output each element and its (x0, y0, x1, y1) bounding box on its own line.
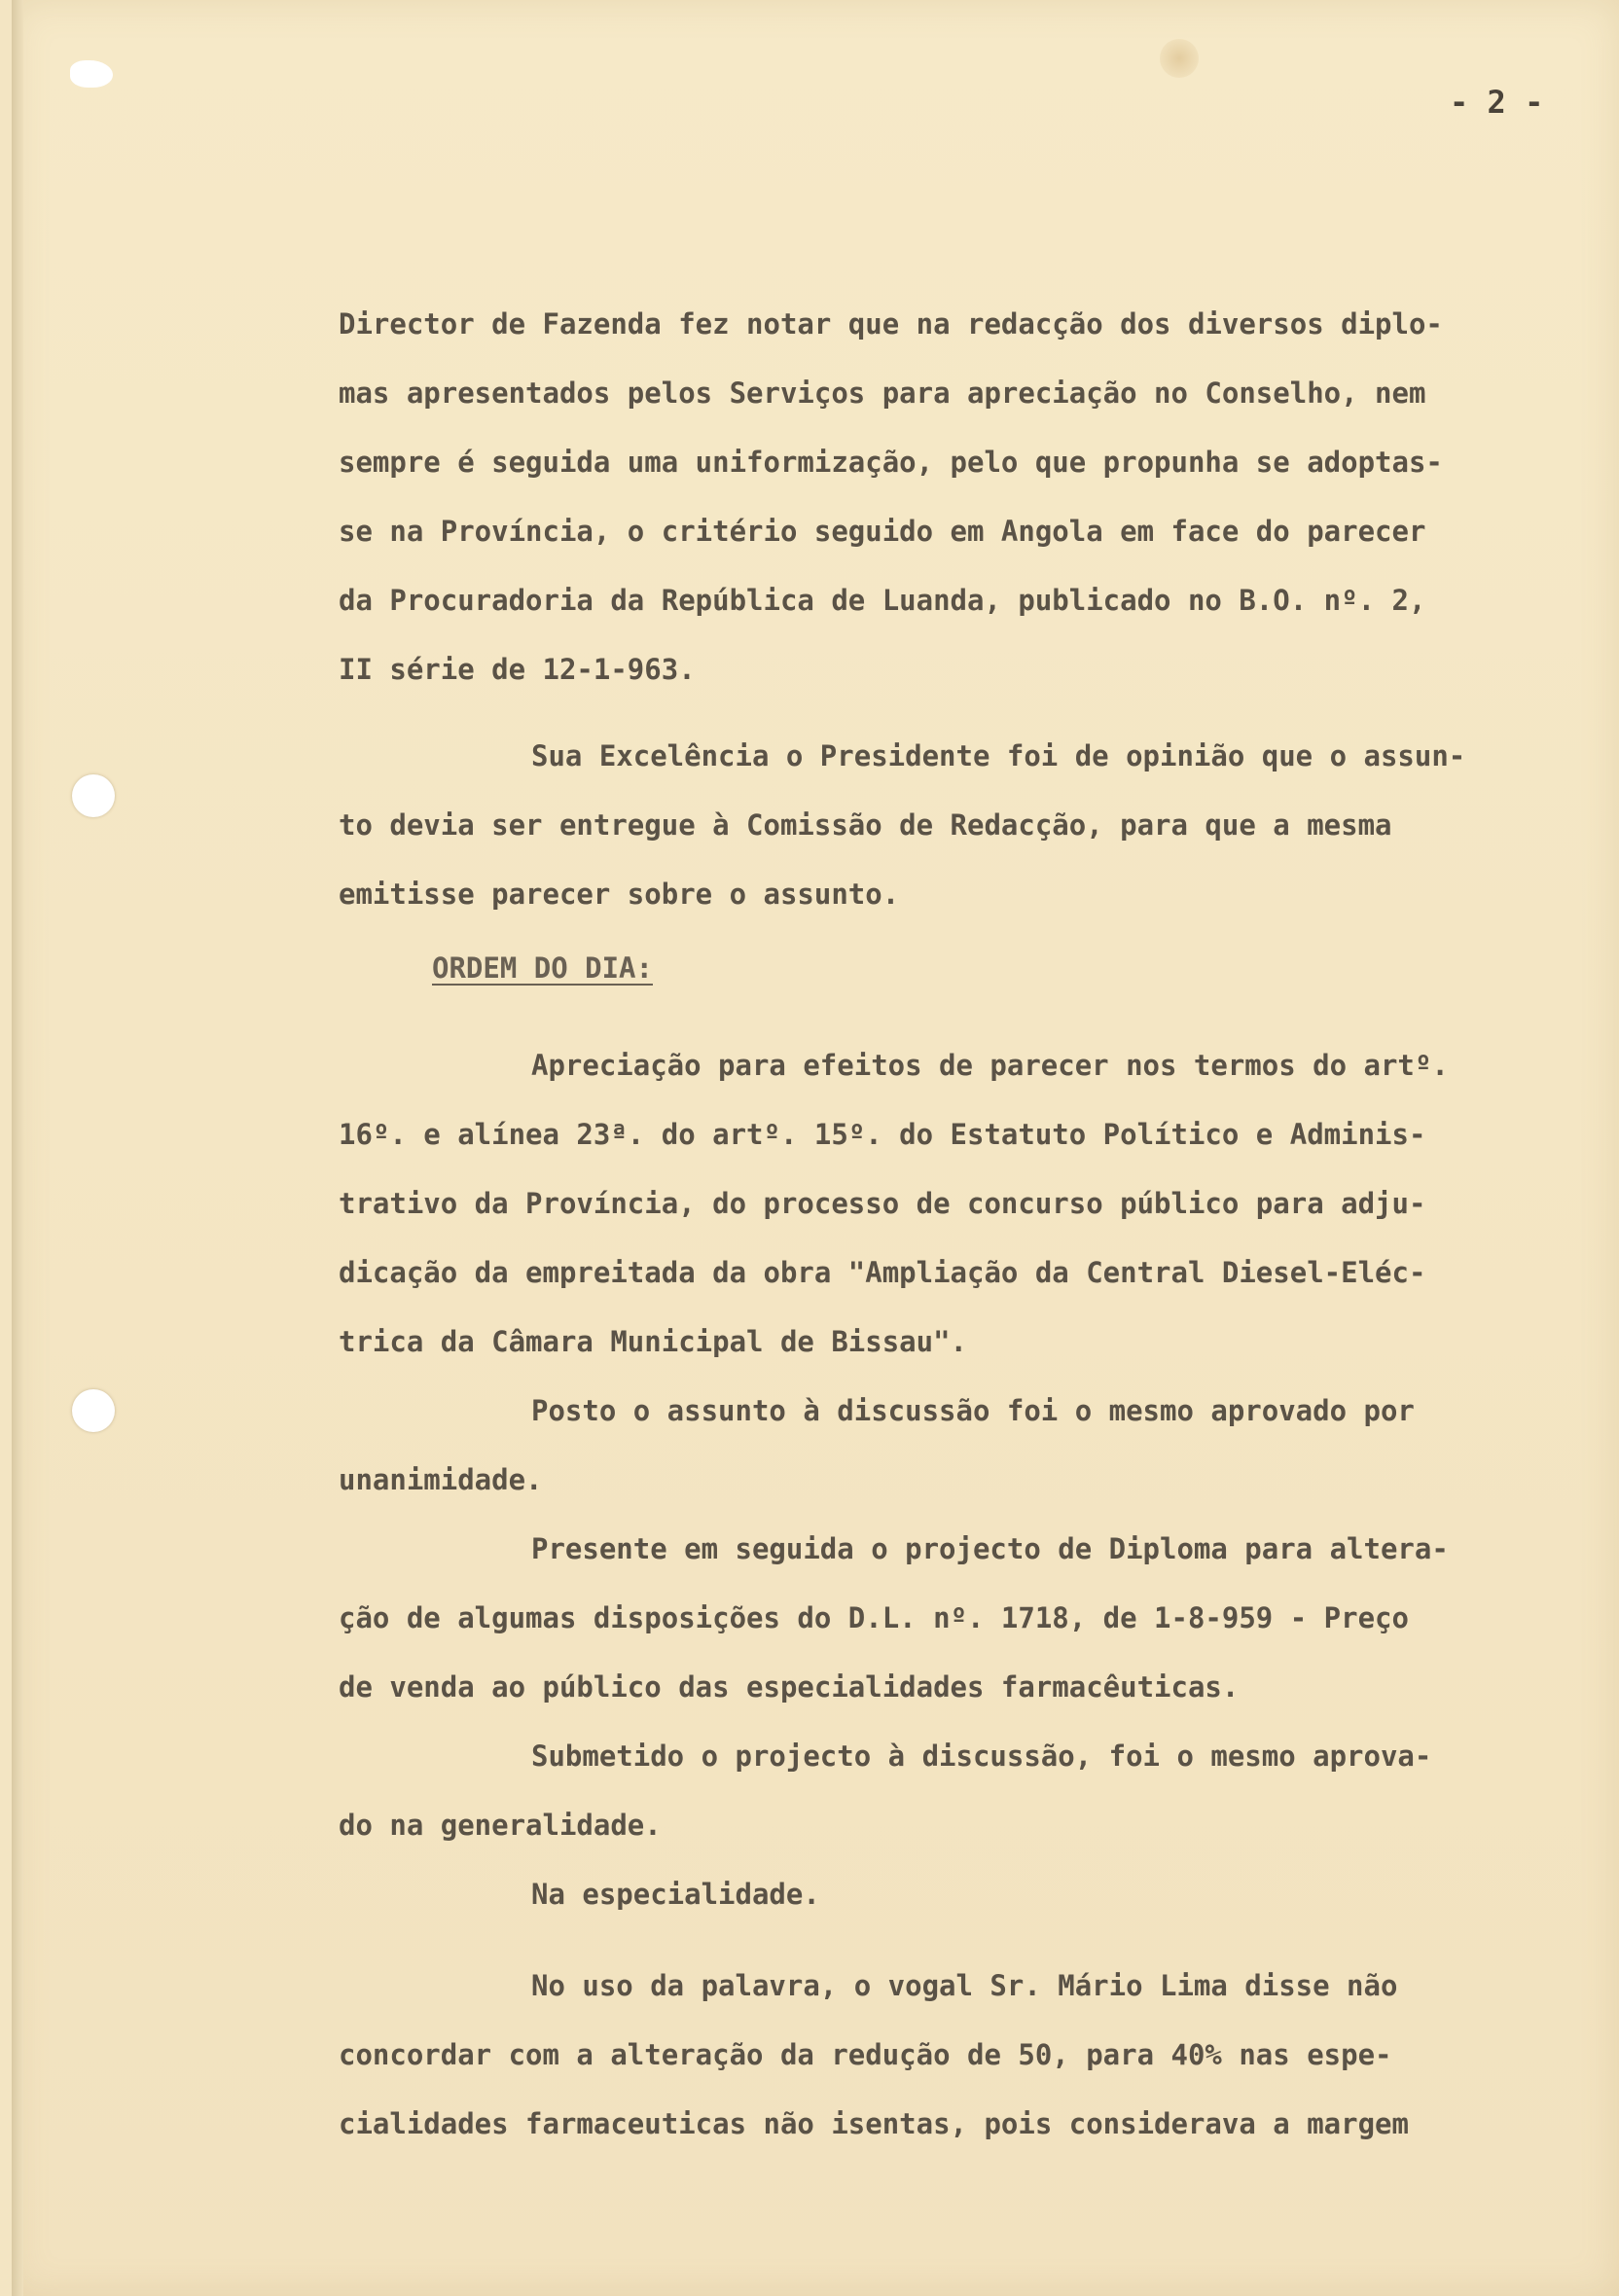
paper-stain (1160, 39, 1199, 78)
text-line: unanimidade. (339, 1463, 543, 1496)
section-heading-ordem-do-dia: ORDEM DO DIA: (432, 951, 653, 985)
text-line: concordar com a alteração da redução de 50, para 40% nas espe- (339, 2038, 1392, 2071)
text-line: Presente em seguida o projecto de Diploma para altera- (531, 1532, 1449, 1565)
paragraph-posto-discussao (339, 1377, 1584, 1515)
text-line: trica da Câmara Municipal de Bissau". (339, 1325, 968, 1358)
document-page (12, 0, 1619, 2296)
paragraph-director-fazenda (339, 290, 1584, 704)
page-edge-shadow (12, 0, 23, 2296)
text-line: do na generalidade. (339, 1809, 662, 1842)
text-line: Na especialidade. (531, 1878, 820, 1911)
text-line: 16º. e alínea 23ª. do artº. 15º. do Estatuto Político e Adminis- (339, 1118, 1426, 1151)
text-line: II série de 12-1-963. (339, 653, 696, 686)
text-line: Apreciação para efeitos de parecer nos termos do artº. (531, 1049, 1449, 1082)
text-line: emitisse parecer sobre o assunto. (339, 878, 900, 911)
text-line: sempre é seguida uma uniformização, pelo que propunha se adoptas- (339, 446, 1443, 479)
text-line: dicação da empreitada da obra "Ampliação da Central Diesel-Eléc- (339, 1256, 1426, 1289)
text-line: mas apresentados pelos Serviços para apreciação no Conselho, nem (339, 377, 1426, 410)
paragraph-vogal-mario-lima (339, 1952, 1584, 2159)
text-line: trativo da Província, do processo de concurso público para adju- (339, 1187, 1426, 1220)
text-line: to devia ser entregue à Comissão de Redacção, para que a mesma (339, 808, 1392, 842)
paragraph-presidente-opiniao (339, 722, 1584, 929)
text-line: Submetido o projecto à discussão, foi o mesmo aprova- (531, 1740, 1432, 1773)
text-line: Sua Excelência o Presidente foi de opinião que o assun- (531, 739, 1466, 772)
punch-hole-top (72, 774, 115, 817)
page-number: - 2 - (1450, 84, 1544, 121)
paragraph-submetido-projecto (339, 1722, 1584, 1860)
paragraph-apreciacao-parecer (339, 1031, 1584, 1377)
text-line: da Procuradoria da República de Luanda, publicado no B.O. nº. 2, (339, 584, 1426, 617)
text-line: Posto o assunto à discussão foi o mesmo aprovado por (531, 1394, 1415, 1427)
text-line: cialidades farmaceuticas não isentas, pois considerava a margem (339, 2107, 1409, 2140)
punch-hole-bottom (72, 1389, 115, 1432)
text-line: ção de algumas disposições do D.L. nº. 1718, de 1-8-959 - Preço (339, 1601, 1409, 1634)
torn-corner-mark (70, 60, 113, 88)
text-line: se na Província, o critério seguido em Angola em face do parecer (339, 515, 1426, 548)
paragraph-especialidade (339, 1860, 1584, 1929)
text-line: Director de Fazenda fez notar que na redacção dos diversos diplo- (339, 307, 1443, 341)
text-line: No uso da palavra, o vogal Sr. Mário Lima disse não (531, 1969, 1398, 2002)
text-line: de venda ao público das especialidades farmacêuticas. (339, 1670, 1240, 1704)
paragraph-projecto-diploma (339, 1515, 1584, 1722)
